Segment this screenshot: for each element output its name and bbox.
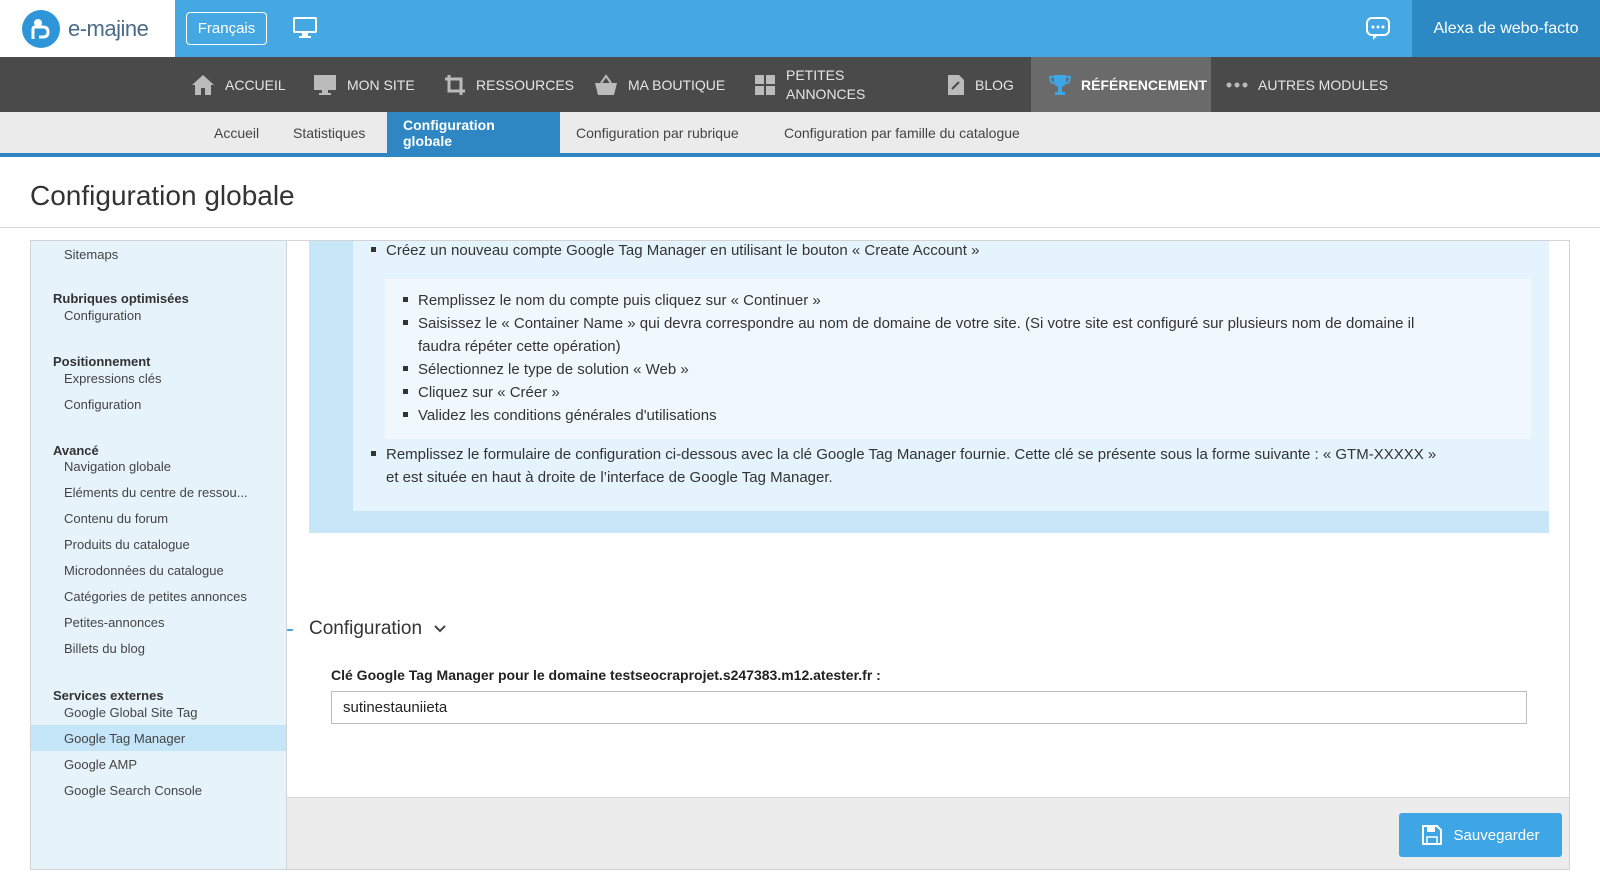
gtm-key-label: Clé Google Tag Manager pour le domaine testseocraprojet.s247383.m12.atester.fr :: [331, 667, 881, 683]
gtm-key-input[interactable]: [331, 691, 1527, 724]
sidebar-item-elements-centre-ressources[interactable]: Eléments du centre de ressou...: [64, 484, 248, 500]
sidebar-item-navigation-globale[interactable]: Navigation globale: [64, 458, 171, 474]
sidebar-group-positionnement: Positionnement: [53, 354, 151, 369]
main-nav: [0, 57, 1600, 112]
trophy-icon: [1049, 74, 1071, 96]
language-button[interactable]: Français: [186, 12, 267, 45]
content-area: [287, 241, 1570, 870]
sidebar-group-avance: Avancé: [53, 443, 99, 458]
dots-icon: [1226, 82, 1248, 88]
substep-text: Sélectionnez le type de solution « Web »: [418, 361, 689, 378]
sidebar-item-contenu-forum[interactable]: Contenu du forum: [64, 510, 169, 526]
instructions-inner: [353, 241, 1549, 511]
substep-3: [403, 358, 689, 381]
preview-monitor-icon[interactable]: [293, 17, 317, 44]
sidebar-item-billets-blog[interactable]: Billets du blog: [64, 640, 145, 656]
logo-text: e-majine: [68, 15, 149, 41]
chevron-down-icon: [434, 625, 446, 633]
sidebar-group-services-externes: Services externes: [53, 688, 164, 703]
nav-label: [786, 66, 865, 104]
home-icon: [191, 74, 215, 96]
sidebar-item-rubriques-configuration[interactable]: Configuration: [64, 307, 142, 323]
logo[interactable]: [0, 0, 175, 57]
save-label: Sauvegarder: [1453, 826, 1540, 844]
title-divider: [0, 227, 1600, 228]
nav-ma-boutique[interactable]: [594, 57, 725, 112]
section-marker: [287, 629, 293, 631]
floppy-disk-icon: [1422, 825, 1442, 845]
nav-label: MA BOUTIQUE: [628, 76, 726, 93]
grid-icon: [754, 74, 776, 96]
sidebar-item-petites-annonces[interactable]: Petites-annonces: [64, 614, 165, 630]
instructions-substeps: [385, 279, 1531, 439]
monitor-icon: [313, 74, 337, 96]
instruction-step-1: [371, 240, 979, 262]
basket-icon: [594, 74, 618, 96]
nav-label-line2: ANNONCES: [786, 85, 866, 102]
nav-label: MON SITE: [347, 76, 415, 93]
substep-4: [403, 381, 560, 404]
page-title: Configuration globale: [30, 180, 295, 211]
logo-icon: [22, 10, 60, 48]
instruction-text: Créez un nouveau compte Google Tag Manager en utilisant le bouton « Create Account »: [386, 242, 980, 259]
sidebar-group-rubriques: Rubriques optimisées: [53, 291, 189, 306]
tab-accueil[interactable]: Accueil: [214, 124, 260, 141]
top-bar: [0, 0, 1600, 57]
sidebar-item-microdonnees-catalogue[interactable]: Microdonnées du catalogue: [64, 562, 224, 578]
sidebar-item-google-amp[interactable]: Google AMP: [64, 756, 137, 772]
tab-statistiques[interactable]: Statistiques: [293, 124, 366, 141]
substep-5: [403, 404, 717, 427]
substep-2: [403, 312, 1414, 335]
sidebar-item-expressions-cles[interactable]: Expressions clés: [64, 370, 162, 386]
sidebar-item-produits-catalogue[interactable]: Produits du catalogue: [64, 536, 190, 552]
nav-referencement[interactable]: [1031, 57, 1211, 112]
nav-blog[interactable]: [947, 57, 1014, 112]
sidebar-item-google-global-site-tag[interactable]: Google Global Site Tag: [64, 704, 198, 720]
nav-label: BLOG: [975, 76, 1014, 93]
sub-nav: [0, 112, 1600, 157]
tab-configuration-globale[interactable]: Configuration globale: [387, 112, 560, 153]
main-panel: [30, 240, 1570, 870]
crop-icon: [444, 74, 466, 96]
configuration-section-header[interactable]: [309, 618, 446, 640]
document-icon: [947, 74, 965, 96]
sidebar-item-positionnement-configuration[interactable]: Configuration: [64, 396, 142, 412]
nav-accueil[interactable]: [191, 57, 286, 112]
sidebar-item-sitemaps[interactable]: Sitemaps: [64, 246, 119, 262]
sidebar-item-google-tag-manager[interactable]: Google Tag Manager: [31, 725, 286, 751]
instruction-step-2-continued: et est située en haut à droite de l’interface de Google Tag Manager.: [386, 469, 833, 486]
instructions-box: [309, 241, 1549, 533]
substep-text: Validez les conditions générales d'utilisations: [418, 407, 717, 424]
nav-label-line1: PETITES: [786, 66, 845, 83]
chat-icon[interactable]: [1366, 17, 1390, 46]
save-button[interactable]: [1399, 813, 1562, 857]
instruction-step-2: [371, 443, 1436, 466]
tab-configuration-par-rubrique[interactable]: Configuration par rubrique: [576, 124, 739, 141]
substep-text: Cliquez sur « Créer »: [418, 384, 560, 401]
tab-configuration-par-famille[interactable]: Configuration par famille du catalogue: [784, 124, 1020, 141]
user-menu[interactable]: Alexa de webo-facto: [1412, 0, 1600, 57]
nav-label: ACCUEIL: [225, 76, 286, 93]
sidebar-item-categories-petites-annonces[interactable]: Catégories de petites annonces: [64, 588, 247, 604]
nav-ressources[interactable]: [444, 57, 574, 112]
nav-label: AUTRES MODULES: [1258, 76, 1388, 93]
instruction-text: Remplissez le formulaire de configuration ci-dessous avec la clé Google Tag Manager fournie. Cette clé se présente sous la forme suivante : « GTM-XXXXX »: [386, 446, 1437, 463]
substep-2-continued: faudra répéter cette opération): [418, 338, 621, 355]
substep-text: Remplissez le nom du compte puis cliquez sur « Continuer »: [418, 292, 821, 309]
nav-label: RESSOURCES: [476, 76, 575, 93]
nav-petites-annonces[interactable]: [754, 57, 865, 112]
nav-label: RÉFÉRENCEMENT: [1081, 76, 1208, 93]
form-footer: [287, 797, 1570, 870]
nav-autres-modules[interactable]: [1226, 57, 1388, 112]
nav-mon-site[interactable]: [313, 57, 415, 112]
substep-1: [403, 289, 821, 312]
sidebar: [31, 241, 287, 870]
sidebar-item-google-search-console[interactable]: Google Search Console: [64, 782, 203, 798]
configuration-section-title: Configuration: [309, 618, 423, 639]
substep-text: Saisissez le « Container Name » qui devra correspondre au nom de domaine de votre site. (Si votre site est configuré sur plusieurs nom de domaine il: [418, 315, 1415, 332]
